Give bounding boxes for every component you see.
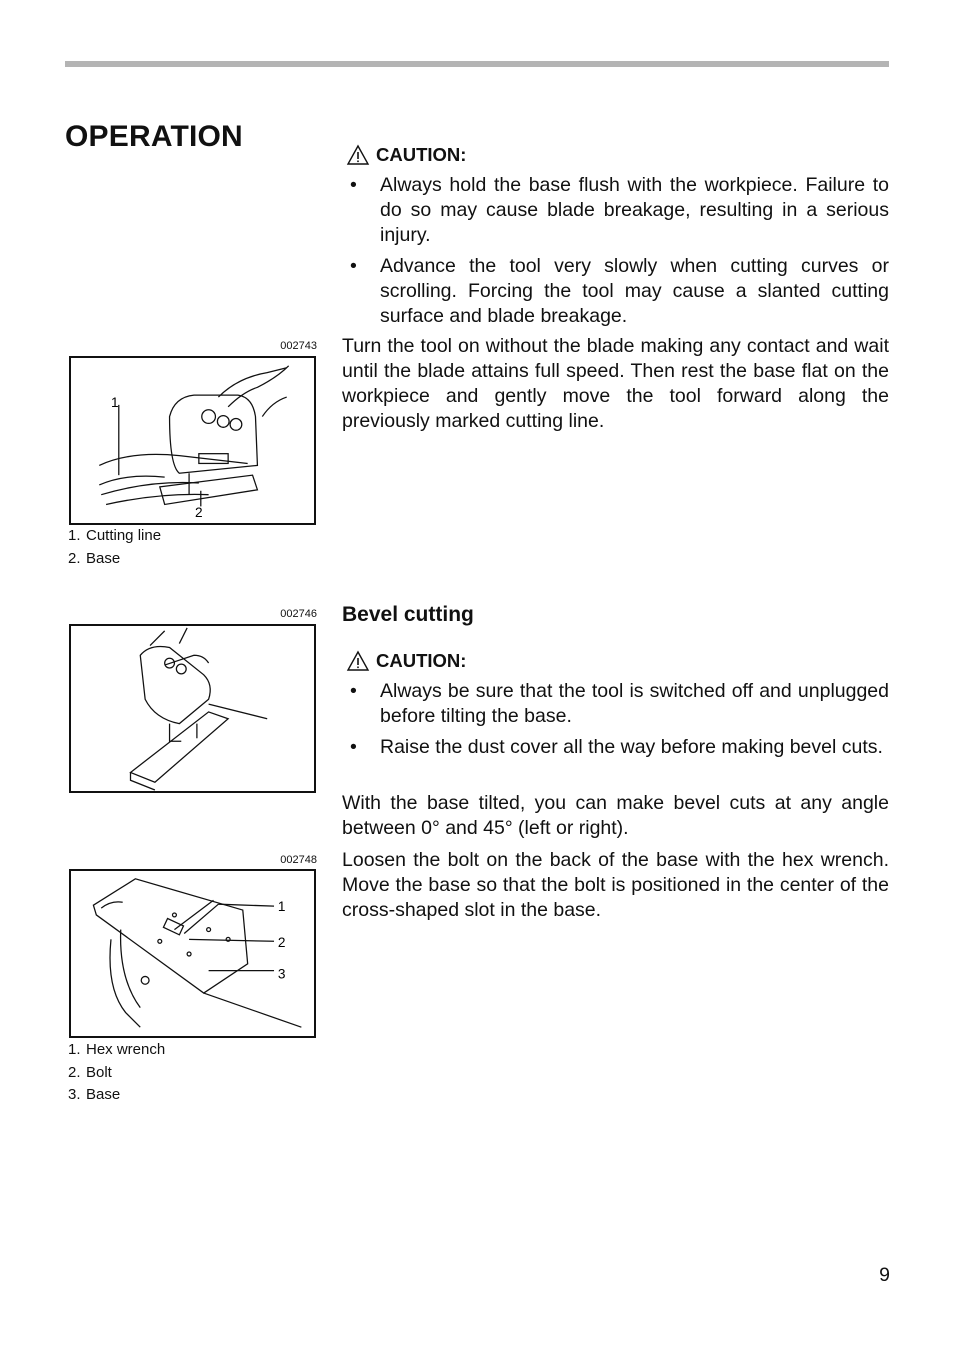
legend-item: 3. Base <box>68 1086 121 1103</box>
figure-bevel-tool <box>69 624 316 793</box>
warning-triangle-icon <box>346 650 370 672</box>
legend-item: 1. Hex wrench <box>68 1041 166 1058</box>
figure-code: 002748 <box>280 854 317 866</box>
caution-block-1 <box>342 142 889 335</box>
figure-hex-wrench <box>69 869 316 1038</box>
jigsaw-on-workpiece-illustration <box>71 358 314 523</box>
callout-3: 3 <box>277 966 286 982</box>
figure-code: 002743 <box>280 340 317 352</box>
warning-triangle-icon <box>346 144 370 166</box>
bevel-paragraph-2: Loosen the bolt on the back of the base with the hex wrench. Move the base so that the bolt is positioned in the center of the cross-shaped slot in the base. <box>342 849 889 921</box>
base-bolt-illustration <box>71 871 314 1036</box>
caution-heading <box>346 142 889 167</box>
legend-item: 2. Bolt <box>68 1063 112 1081</box>
bullet: • <box>350 736 357 758</box>
list-item: • Advance the tool very slowly when cutting curves or scrolling. Forcing the tool may cause a slanted cutting surface and blade breakage. <box>350 255 889 327</box>
list-item: • Always hold the base flush with the workpiece. Failure to do so may cause blade breakage, resulting in a serious injury. <box>350 174 889 246</box>
figure-legend <box>68 1039 165 1107</box>
figure-code: 002746 <box>280 608 317 620</box>
callout-2: 2 <box>277 935 286 951</box>
jigsaw-bevel-illustration <box>71 626 314 791</box>
caution-label: CAUTION: <box>376 650 467 671</box>
list-item: • Always be sure that the tool is switched off and unplugged before tilting the base. <box>350 680 889 727</box>
callout-1: 1 <box>277 899 286 915</box>
section-title: OPERATION <box>65 120 243 153</box>
bullet: • <box>350 680 357 702</box>
caution-list <box>342 679 889 760</box>
caution-heading <box>346 648 889 673</box>
bevel-cutting-section <box>342 602 889 627</box>
top-rule <box>65 61 889 67</box>
bullet: • <box>350 255 357 277</box>
legend-item: 1. Cutting line <box>68 527 162 544</box>
bevel-heading: Bevel cutting <box>342 603 474 626</box>
caution-block-2 <box>342 648 889 766</box>
bullet: • <box>350 174 357 196</box>
page-number: 9 <box>879 1264 890 1286</box>
operation-paragraph: Turn the tool on without the blade making any contact and wait until the blade attains full speed. Then rest the base flat on the workpiece and gently move the tool forward along the previously marked cutting line. <box>342 335 889 432</box>
figure-cutting-line <box>69 356 316 525</box>
list-item: • Raise the dust cover all the way before making bevel cuts. <box>350 736 883 758</box>
caution-list <box>342 173 889 329</box>
callout-1: 1 <box>110 394 119 410</box>
callout-2: 2 <box>194 505 203 521</box>
bevel-paragraph-1: With the base tilted, you can make bevel cuts at any angle between 0° and 45° (left or right). <box>342 792 889 839</box>
figure-legend <box>68 525 161 570</box>
legend-item: 2. Base <box>68 549 121 567</box>
caution-label: CAUTION: <box>376 144 467 165</box>
